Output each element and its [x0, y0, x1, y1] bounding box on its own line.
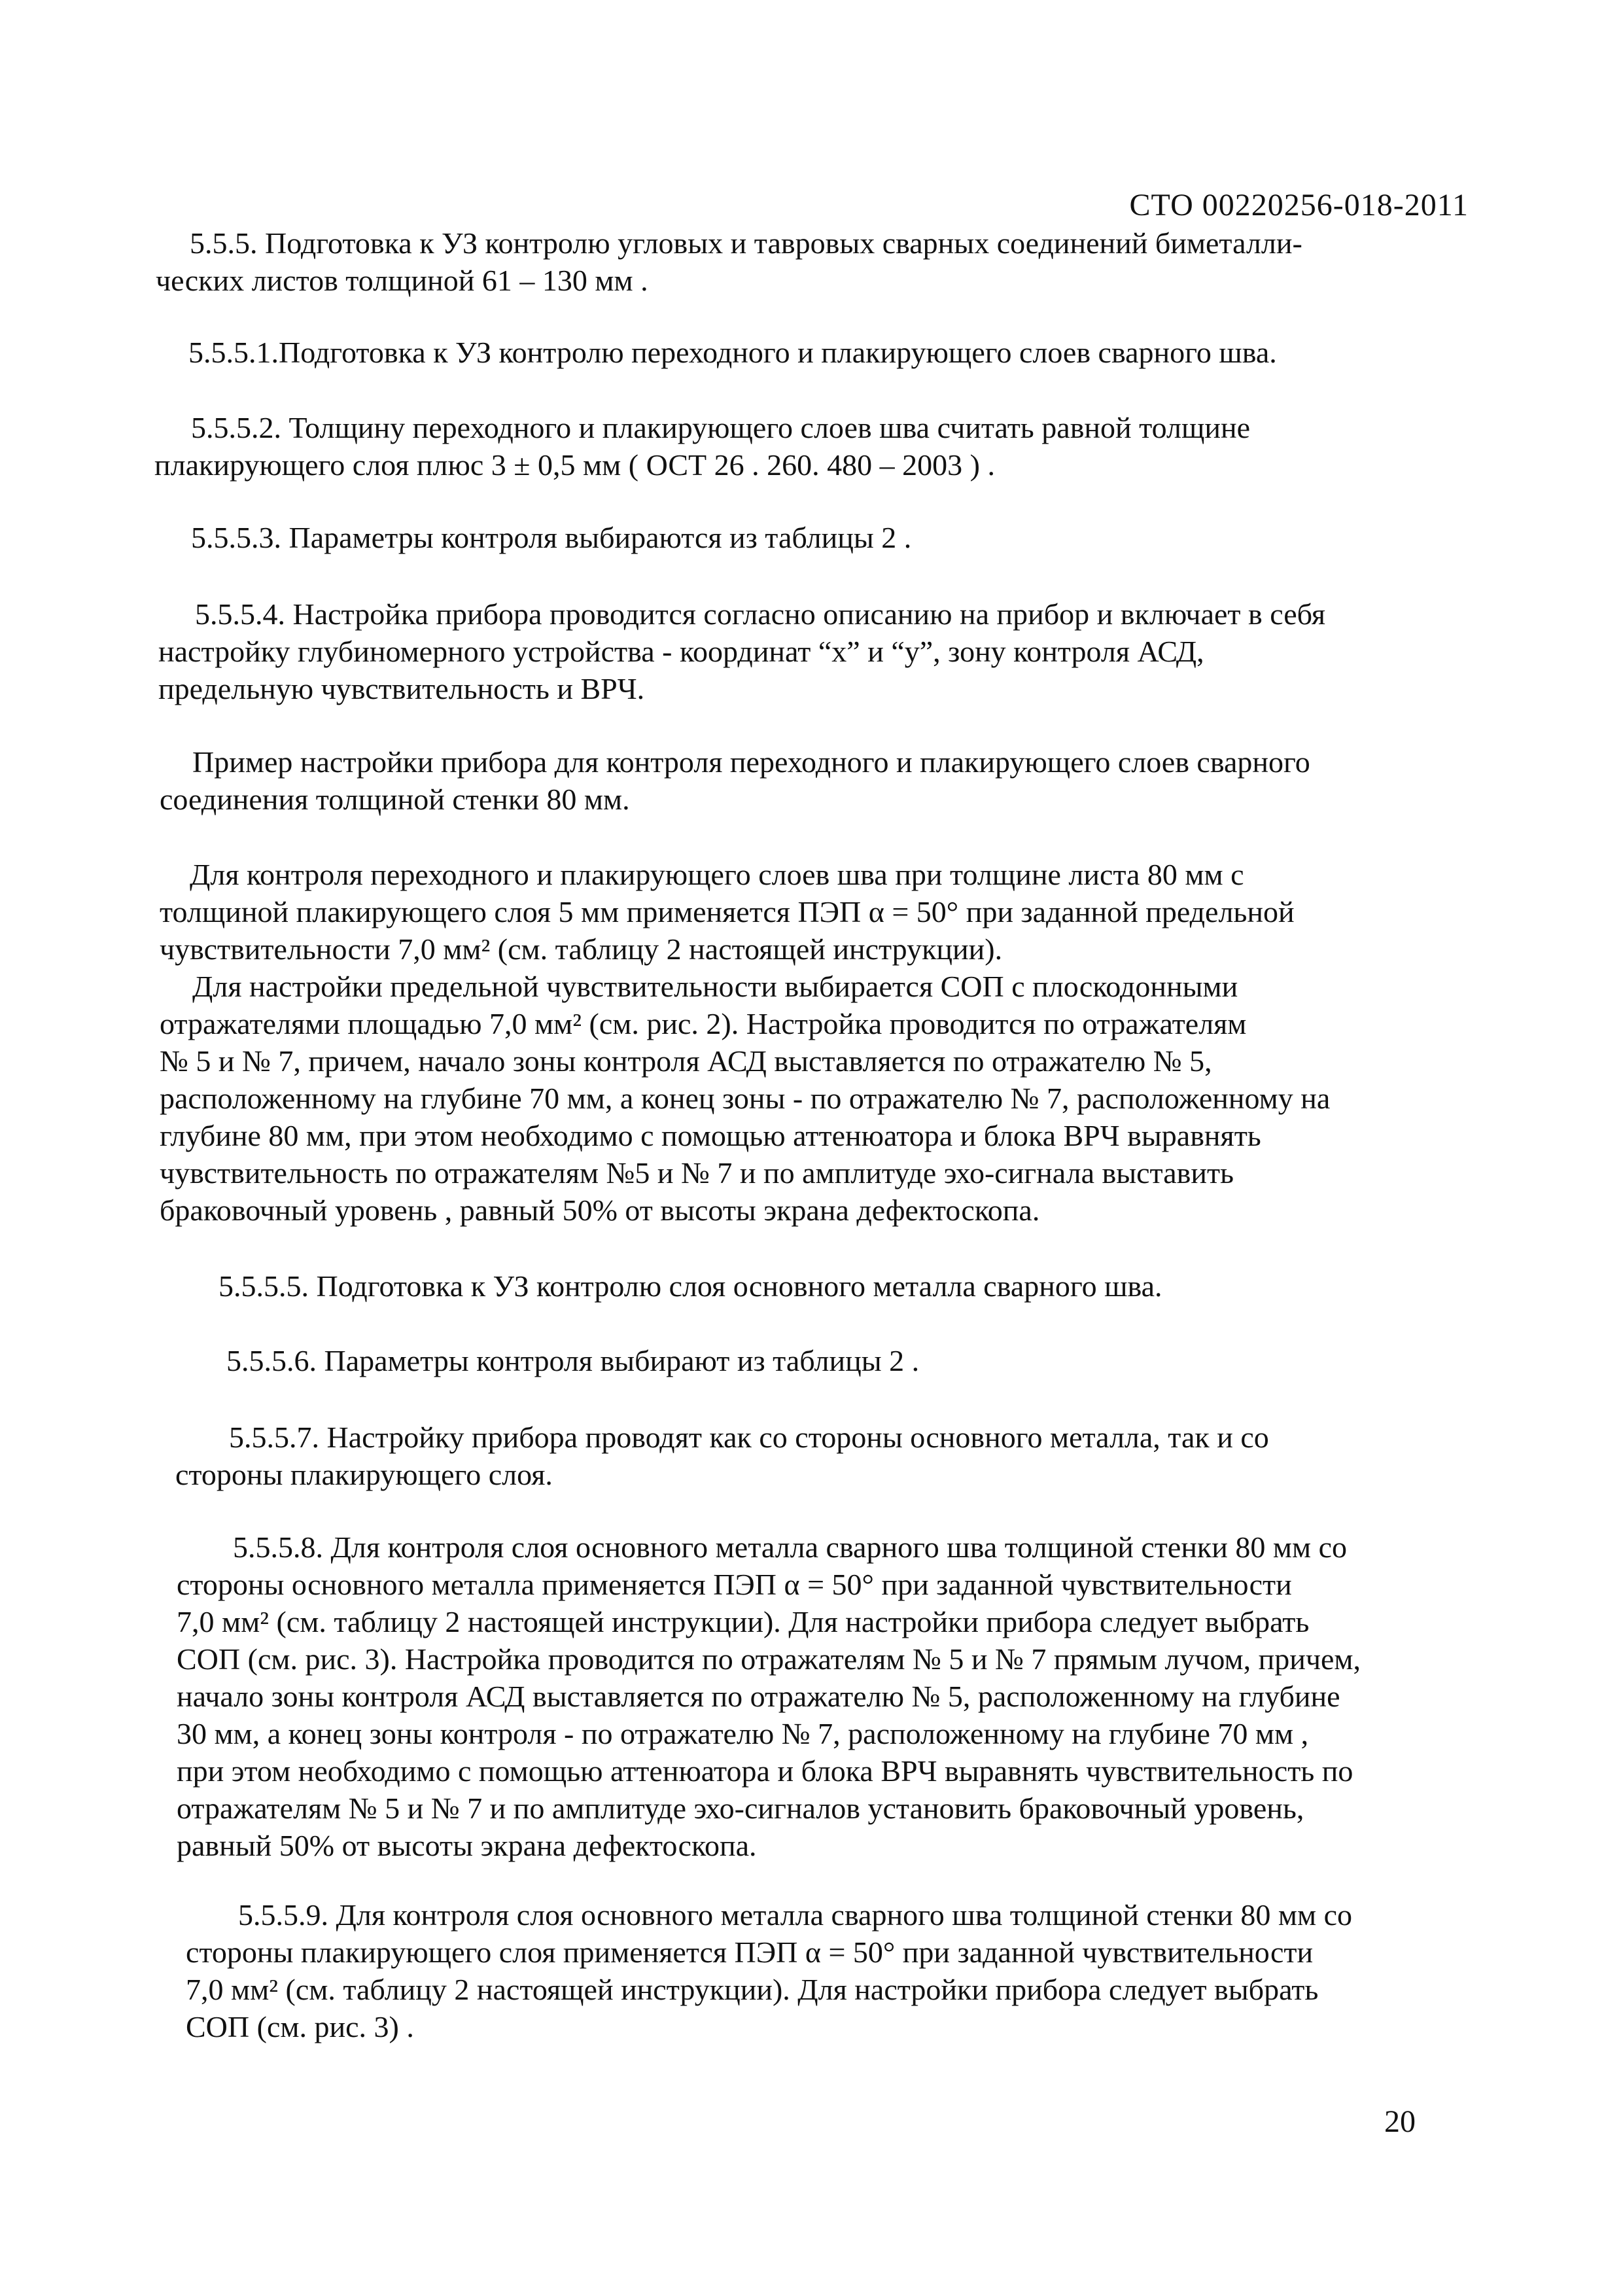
paragraph-5-5-5	[156, 224, 1302, 299]
paragraph-5-5-5-3	[191, 519, 911, 556]
paragraph-5-5-5-4	[158, 595, 1326, 707]
text-line: 30 мм, а конец зоны контроля - по отражателю № 7, расположенному на глубине 70 мм ,	[177, 1717, 1309, 1750]
paragraph-example	[160, 743, 1310, 818]
text-line: ческих листов толщиной 61 – 130 мм .	[156, 264, 648, 297]
text-line: соединения толщиной стенки 80 мм.	[160, 783, 630, 816]
text-line: 5.5.5.6. Параметры контроля выбирают из таблицы 2 .	[226, 1344, 920, 1377]
paragraph-5-5-5-1	[188, 334, 1277, 371]
text-line: 5.5.5.5. Подготовка к УЗ контролю слоя основного металла сварного шва.	[218, 1269, 1162, 1303]
text-line: 5.5.5.4. Настройка прибора проводится согласно описанию на прибор и включает в себя	[195, 597, 1326, 631]
text-line: 7,0 мм² (см. таблицу 2 настоящей инструкции). Для настройки прибора следует выбрать	[177, 1605, 1310, 1638]
text-line: отражателями площадью 7,0 мм² (см. рис. 2). Настройка проводится по отражателям	[160, 1007, 1247, 1040]
text-line: расположенному на глубине 70 мм, а конец зоны - по отражателю № 7, расположенному на	[160, 1082, 1331, 1115]
text-line: Пример настройки прибора для контроля переходного и плакирующего слоев сварного	[192, 745, 1310, 779]
text-line: 7,0 мм² (см. таблицу 2 настоящей инструкции). Для настройки прибора следует выбрать	[186, 1973, 1319, 2006]
text-line: плакирующего слоя плюс 3 ± 0,5 мм ( ОСТ 26 . 260. 480 – 2003 ) .	[154, 448, 995, 482]
text-line: СОП (см. рис. 3) .	[186, 2010, 414, 2043]
text-line: 5.5.5.8. Для контроля слоя основного металла сварного шва толщиной стенки 80 мм со	[233, 1530, 1348, 1564]
text-line: 5.5.5.7. Настройку прибора проводят как со стороны основного металла, так и со	[229, 1421, 1269, 1454]
text-line: равный 50% от высоты экрана дефектоскопа.	[177, 1829, 757, 1862]
text-line: толщиной плакирующего слоя 5 мм применяется ПЭП α = 50° при заданной предельной	[160, 895, 1295, 928]
text-line: настройку глубиномерного устройства - координат “x” и “y”, зону контроля АСД,	[158, 635, 1204, 668]
text-line: глубине 80 мм, при этом необходимо с помощью аттенюатора и блока ВРЧ выравнять	[160, 1119, 1261, 1152]
text-line: чувствительности 7,0 мм² (см. таблицу 2 настоящей инструкции).	[160, 932, 1003, 966]
paragraph-5-5-5-9	[186, 1896, 1353, 2045]
text-line: 5.5.5.1.Подготовка к УЗ контролю переходного и плакирующего слоев сварного шва.	[188, 336, 1277, 369]
text-line: СОП (см. рис. 3). Настройка проводится по отражателям № 5 и № 7 прямым лучом, причем,	[177, 1642, 1361, 1676]
text-line: стороны основного металла применяется ПЭП α = 50° при заданной чувствительности	[177, 1568, 1292, 1601]
text-line: при этом необходимо с помощью аттенюатора и блока ВРЧ выравнять чувствительность по	[177, 1754, 1353, 1788]
text-line: стороны плакирующего слоя применяется ПЭП α = 50° при заданной чувствительности	[186, 1935, 1314, 1969]
document-code-header: СТО 00220256-018-2011	[1129, 188, 1469, 222]
paragraph-5-5-5-6	[226, 1342, 919, 1379]
page-number: 20	[1384, 2104, 1416, 2139]
paragraph-control-transition-layer	[160, 856, 1331, 1229]
paragraph-5-5-5-2	[154, 409, 1251, 484]
paragraph-5-5-5-5	[218, 1267, 1162, 1305]
text-line: № 5 и № 7, причем, начало зоны контроля АСД выставляется по отражателю № 5,	[160, 1044, 1212, 1078]
text-line: Для контроля переходного и плакирующего слоев шва при толщине листа 80 мм с	[190, 858, 1244, 891]
text-line: 5.5.5. Подготовка к УЗ контролю угловых и тавровых сварных соединений биметалли-	[190, 226, 1302, 260]
paragraph-5-5-5-8	[177, 1528, 1361, 1864]
text-line: начало зоны контроля АСД выставляется по отражателю № 5, расположенному на глубине	[177, 1680, 1340, 1713]
text-line: стороны плакирующего слоя.	[175, 1458, 553, 1491]
text-line: браковочный уровень , равный 50% от высоты экрана дефектоскопа.	[160, 1193, 1040, 1227]
paragraph-5-5-5-7	[175, 1419, 1269, 1493]
text-line: отражателям № 5 и № 7 и по амплитуде эхо-сигналов установить браковочный уровень,	[177, 1792, 1304, 1825]
text-line: 5.5.5.2. Толщину переходного и плакирующего слоев шва считать равной толщине	[191, 411, 1251, 444]
text-line: предельную чувствительность и ВРЧ.	[158, 672, 645, 705]
text-line: 5.5.5.9. Для контроля слоя основного металла сварного шва толщиной стенки 80 мм со	[238, 1898, 1353, 1932]
text-line: 5.5.5.3. Параметры контроля выбираются из таблицы 2 .	[191, 521, 912, 554]
text-line: чувствительность по отражателям №5 и № 7 и по амплитуде эхо-сигнала выставить	[160, 1156, 1234, 1190]
text-line: Для настройки предельной чувствительности выбирается СОП с плоскодонными	[192, 970, 1238, 1003]
